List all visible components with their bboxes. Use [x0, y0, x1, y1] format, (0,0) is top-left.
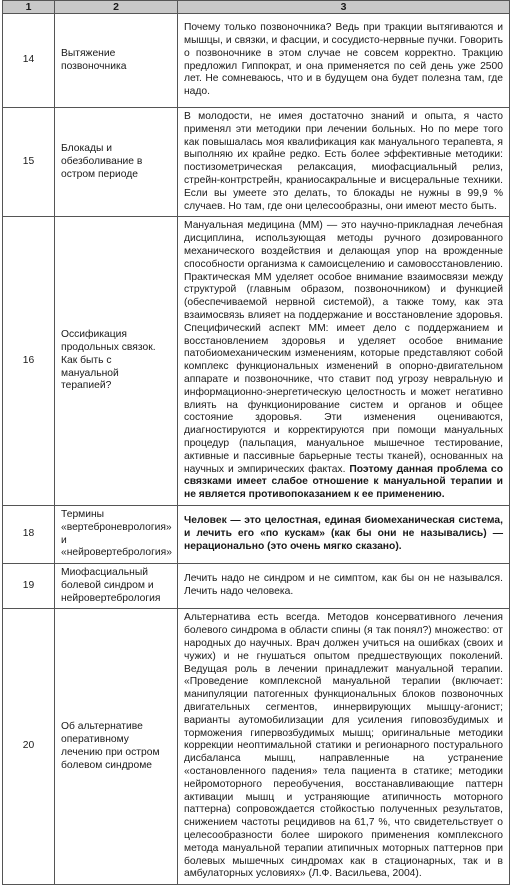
table-row [3, 609, 510, 885]
methods-table [2, 0, 510, 885]
row-number: 14 [3, 14, 55, 108]
column-header-2: 2 [55, 1, 178, 14]
table-row [3, 217, 510, 506]
description-text: Альтернатива есть всегда. Методов консервативного лечения болевого синдрома в области спины (я так понял?) множество: от народных до научных. Врач должен учиться на ошибках (своих и чужих) и не гнушаться опытом предшествующих поколений. Ведущая роль в лечении принадлежит мануальной терапии. «Проведение комплексной мануальной терапии (включает: манипуляции патогенных функциональных блоков позвоночных двигательных сегментов, иннервирующих мышцу-агонист; варианты аутомобилизации для усиления гиповозбудимых и торможения гипервозбудимых мышц; оригинальные методики коррекции неоптимальной статики и регионарного постурального дисбаланса мышц, направленные на устранение «остановленного падения» тела пациента в статике; методики нейромоторного переобучения, восстанавливающие паттерн активации мышц и устраняющие атипичность моторного паттерна) сопровождается стойкостью полученных результатов, снижением частоты рецидивов на 61,7 %, что свидетельствует о целесообразности более широкого применения комплексного метода мануальной терапии атипичных моторных паттернов при болевых мышечных синдромах как в стационарных, так и в амбулаторных условиях» (Л.Ф. Васильева, 2004). [184, 612, 503, 880]
description-bold-text: Человек — это целостная, единая биомеханическая система, и лечить его «по кускам» (как бы они не назывались) — нерационально (это очень мягко сказано). [184, 515, 503, 552]
row-description [178, 108, 510, 217]
row-topic: Об альтернативе оперативному лечению при остром болевом синдроме [55, 609, 178, 885]
row-number: 15 [3, 108, 55, 217]
row-topic: Термины «вертеброневрология» и «нейровертебрология» [55, 505, 178, 563]
row-number: 19 [3, 564, 55, 609]
table-row [3, 564, 510, 609]
row-description [178, 505, 510, 563]
row-description [178, 564, 510, 609]
row-topic: Блокады и обезболивание в остром периоде [55, 108, 178, 217]
table-row [3, 108, 510, 217]
row-topic: Миофасциальный болевой синдром и нейровертебрология [55, 564, 178, 609]
row-topic: Вытяжение позвоночника [55, 14, 178, 108]
row-topic: Оссификация продольных связок. Как быть с мануальной терапией? [55, 217, 178, 506]
column-header-1: 1 [3, 1, 55, 14]
description-bold-text: Поэтому данная проблема со связками имеет слабое отношение к мануальной терапии и не является противопоказанием к ее применению. [184, 463, 503, 501]
row-description [178, 609, 510, 885]
description-text: Мануальная медицина (ММ) — это научно-прикладная лечебная дисциплина, использующая методы ручного дозированного механического воздействия и делающая упор на врожденные способности организма к самоисцелению и самовосстановлению. Практическая ММ уделяет особое внимание взаимосвязи между структурой (главным образом, позвоночником) и функцией (обеспечиваемой нервной системой), а также тому, как эта взаимосвязь влияет на поддержание и восстановление здоровья. Специфический аспект ММ: имеет дело с поддержанием и восстановлением здоровья и уделяет особое внимание патобиомеханическим изменениям, которые представляют собой комплекс функциональных изменений в опорно-двигательном аппарате и позвоночнике, что ставит под угрозу невральную и информационно-энергетическую целостность и может негативно влиять на функционирование систем и органов и общее состояние здоровья. Эти изменения оцениваются, диагностируются и корректируются при помощи мануальных процедур (пальпация, мануальное мышечное тестирование, активные и пассивные барьерные тесты тканей), основанных на научных и эмпирических фактах. [184, 220, 503, 475]
column-header-3: 3 [178, 1, 510, 14]
row-number: 16 [3, 217, 55, 506]
row-number: 18 [3, 505, 55, 563]
description-text: В молодости, не имея достаточно знаний и опыта, я часто применял эти методики при лечении больных. Но по мере того как повышалась моя квалификация как мануального терапевта, я выполняю их крайне редко. Есть более эффективные методики: постизометрическая релаксация, миофасциальный релиз, стрейн-контрстрейн, краниосакральные и висцеральные техники. Если вы умеете это делать, то блокады не нужны в 99,9 % случаев. Но там, где они целесообразны, они имеют место быть. [184, 111, 503, 212]
row-number: 20 [3, 609, 55, 885]
description-text: Лечить надо не синдром и не симптом, как бы он не назывался. Лечить надо человека. [184, 573, 503, 598]
description-text: Почему только позвоночника? Ведь при тракции вытягиваются и мышцы, и связки, и фасции, и сосудисто-нервные пучки. Говорить о позвоночнике в этом случае не совсем корректно. Тракцию предложил Гиппократ, и она применяется по сей день уже 2500 лет. Не сомневаюсь, что и в будущем она будет полезна там, где надо. [184, 22, 503, 98]
table-row [3, 14, 510, 108]
row-description [178, 217, 510, 506]
table-row [3, 505, 510, 563]
header-row [3, 1, 510, 14]
row-description [178, 14, 510, 108]
